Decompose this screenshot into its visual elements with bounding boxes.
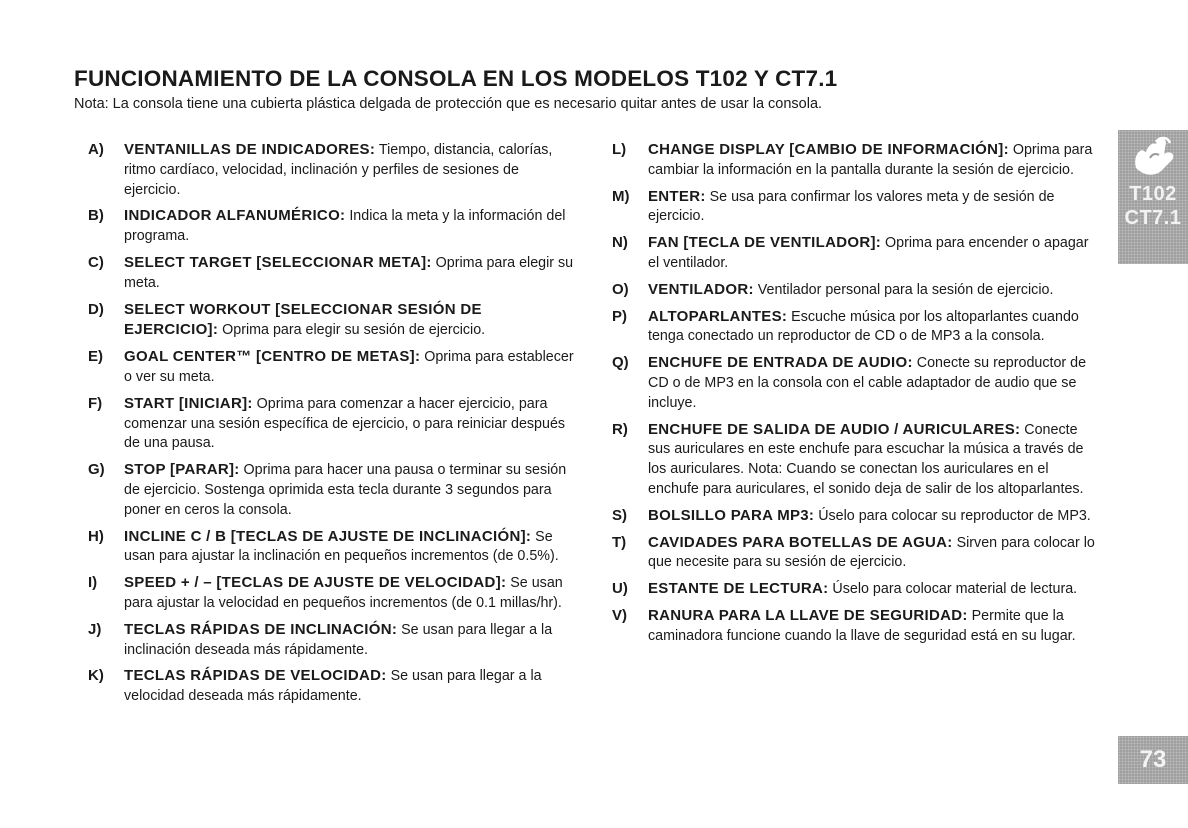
item-description: Permite que la caminadora funcione cuando la llave de seguridad está en su lugar. xyxy=(648,607,1076,644)
item-letter: F) xyxy=(88,394,103,412)
item-body xyxy=(124,573,576,614)
item-letter: S) xyxy=(612,506,627,524)
list-item xyxy=(88,527,576,568)
item-description: Oprima para cambiar la información en la pantalla durante la sesión de ejercicio. xyxy=(648,142,1093,178)
item-heading: CHANGE DISPLAY [CAMBIO DE INFORMACIÓN]: xyxy=(648,141,1009,158)
item-heading: TECLAS RÁPIDAS DE VELOCIDAD: xyxy=(124,667,387,685)
item-description: Oprima para comenzar a hacer ejercicio, para comenzar una sesión específica de ejercicio, o para reiniciar después de una pausa. xyxy=(124,395,566,452)
item-description: Oprima para elegir su meta. xyxy=(124,254,574,291)
item-letter: L) xyxy=(612,141,627,158)
item-letter: O) xyxy=(612,280,629,298)
list-item xyxy=(612,579,1096,600)
item-heading: SELECT TARGET [SELECCIONAR META]: xyxy=(124,253,432,271)
item-body xyxy=(648,307,1096,348)
item-heading: SPEED + / – [TECLAS DE AJUSTE DE VELOCIDAD]: xyxy=(124,574,507,592)
item-body xyxy=(648,533,1096,574)
item-heading: ALTOPARLANTES: xyxy=(648,307,788,325)
item-letter: G) xyxy=(88,461,105,479)
right-column xyxy=(612,140,1096,653)
item-heading: ENCHUFE DE SALIDA DE AUDIO / AURICULARES: xyxy=(648,420,1021,438)
item-letter: N) xyxy=(612,234,628,252)
item-heading: SELECT WORKOUT [SELECCIONAR SESIÓN DE EJERCICIO]: xyxy=(124,300,482,339)
item-body xyxy=(124,620,576,661)
item-letter: V) xyxy=(612,606,627,624)
item-letter: C) xyxy=(88,253,104,271)
left-column xyxy=(88,140,576,713)
item-letter: H) xyxy=(88,527,104,545)
item-heading: ENCHUFE DE ENTRADA DE AUDIO: xyxy=(648,354,913,372)
item-description: Escuche música por los altoparlantes cuando tenga conectado un reproductor de CD o de MP3 a la consola. xyxy=(648,308,1079,345)
item-letter: Q) xyxy=(612,354,629,372)
item-body xyxy=(648,280,1096,301)
item-heading: ENTER: xyxy=(648,187,706,205)
item-letter: R) xyxy=(612,420,628,438)
item-body xyxy=(648,233,1096,274)
item-description: Se usan para ajustar la velocidad en pequeños incrementos (de 0.1 millas/hr). xyxy=(124,575,563,611)
list-item xyxy=(612,606,1096,647)
list-item xyxy=(612,187,1096,228)
item-letter: D) xyxy=(88,300,104,318)
item-letter: I) xyxy=(88,574,98,592)
item-body xyxy=(648,140,1096,181)
list-item xyxy=(612,506,1096,527)
item-letter: B) xyxy=(88,207,104,225)
item-letter: A) xyxy=(88,141,104,158)
list-item xyxy=(88,206,576,247)
item-letter: T) xyxy=(612,533,627,551)
item-description: Conecte sus auriculares en este enchufe para escuchar la música a través de los auriculares. Nota: Cuando se conectan los auriculares en el enchufe para auriculares, el sonido deja de salir de los altoparlantes. xyxy=(648,421,1084,497)
item-heading: GOAL CENTER™ [CENTRO DE METAS]: xyxy=(124,348,421,366)
list-item xyxy=(612,280,1096,301)
item-description: Oprima para hacer una pausa o terminar su sesión de ejercicio. Sostenga oprimida esta tecla durante 3 segundos para poner en ceros la consola. xyxy=(124,462,567,518)
list-item xyxy=(88,253,576,294)
item-body xyxy=(124,394,576,454)
item-description: Se usan para llegar a la inclinación deseada más rápidamente. xyxy=(124,621,553,658)
item-body xyxy=(648,353,1096,413)
item-description: Oprima para encender o apagar el ventilador. xyxy=(648,235,1089,271)
item-description: Se usa para confirmar los valores meta y de sesión de ejercicio. xyxy=(648,188,1055,225)
item-heading: RANURA PARA LA LLAVE DE SEGURIDAD: xyxy=(648,606,968,624)
item-heading: CAVIDADES PARA BOTELLAS DE AGUA: xyxy=(648,533,953,551)
item-heading: START [INICIAR]: xyxy=(124,394,253,412)
item-heading: ESTANTE DE LECTURA: xyxy=(648,580,829,598)
item-body xyxy=(648,606,1096,647)
item-heading: STOP [PARAR]: xyxy=(124,461,240,479)
list-item xyxy=(88,666,576,707)
list-item xyxy=(612,353,1096,413)
item-heading: INDICADOR ALFANUMÉRICO: xyxy=(124,207,346,225)
intro-note: Nota: La consola tiene una cubierta plástica delgada de protección que es necesario quitar antes de usar la consola. xyxy=(74,96,823,112)
list-item xyxy=(88,460,576,520)
item-description: Ventilador personal para la sesión de ejercicio. xyxy=(753,281,1054,298)
list-item xyxy=(612,307,1096,348)
item-body xyxy=(648,579,1096,600)
hand-pointer-icon xyxy=(1126,134,1180,182)
item-heading: VENTILADOR: xyxy=(648,280,754,298)
item-heading: TECLAS RÁPIDAS DE INCLINACIÓN: xyxy=(124,620,398,638)
item-description: Se usan para ajustar la inclinación en pequeños incrementos (de 0.5%). xyxy=(124,528,559,565)
item-description: Úselo para colocar material de lectura. xyxy=(828,581,1078,598)
model-label-t102: T102 xyxy=(1129,183,1177,205)
item-letter: J) xyxy=(88,620,102,638)
item-description: Sirven para colocar lo que necesite para su sesión de ejercicio. xyxy=(648,534,1095,571)
list-item xyxy=(88,347,576,388)
item-letter: E) xyxy=(88,348,103,366)
item-body xyxy=(124,527,576,568)
item-body xyxy=(124,347,576,388)
item-body xyxy=(648,187,1096,228)
page-title: FUNCIONAMIENTO DE LA CONSOLA EN LOS MODELOS T102 Y CT7.1 xyxy=(74,66,838,91)
model-label-ct71: CT7.1 xyxy=(1124,207,1182,229)
item-description: Conecte su reproductor de CD o de MP3 en la consola con el cable adaptador de audio que se incluye. xyxy=(648,355,1087,411)
page-number: 73 xyxy=(1118,736,1188,784)
item-letter: K) xyxy=(88,667,104,685)
item-description: Tiempo, distancia, calorías, ritmo cardíaco, velocidad, inclinación y perfiles de sesiones de ejercicio. xyxy=(124,142,553,198)
item-letter: M) xyxy=(612,187,630,205)
item-description: Oprima para elegir su sesión de ejercicio. xyxy=(218,322,486,339)
list-item xyxy=(88,300,576,342)
item-body xyxy=(124,300,576,342)
item-heading: INCLINE C / B [TECLAS DE AJUSTE DE INCLINACIÓN]: xyxy=(124,527,532,545)
item-body xyxy=(124,206,576,247)
list-item xyxy=(88,620,576,661)
list-item xyxy=(88,394,576,454)
list-item xyxy=(88,573,576,614)
item-letter: P) xyxy=(612,307,627,325)
item-letter: U) xyxy=(612,580,628,598)
item-body xyxy=(124,140,576,200)
list-item xyxy=(612,233,1096,274)
item-description: Oprima para establecer o ver su meta. xyxy=(124,349,574,385)
item-heading: BOLSILLO PARA MP3: xyxy=(648,506,815,524)
item-body xyxy=(648,506,1096,527)
item-description: Se usan para llegar a la velocidad deseada más rápidamente. xyxy=(124,668,542,705)
item-body xyxy=(124,460,576,520)
item-body xyxy=(124,253,576,294)
item-heading: VENTANILLAS DE INDICADORES: xyxy=(124,141,376,158)
list-item xyxy=(612,533,1096,574)
item-body xyxy=(648,420,1096,500)
item-description: Úselo para colocar su reproductor de MP3. xyxy=(814,507,1091,524)
list-item xyxy=(88,140,576,200)
item-body xyxy=(124,666,576,707)
item-description: Indica la meta y la información del programa. xyxy=(124,208,566,245)
list-item xyxy=(612,140,1096,181)
list-item xyxy=(612,420,1096,500)
item-heading: FAN [TECLA DE VENTILADOR]: xyxy=(648,234,882,252)
model-tab xyxy=(1118,178,1188,264)
